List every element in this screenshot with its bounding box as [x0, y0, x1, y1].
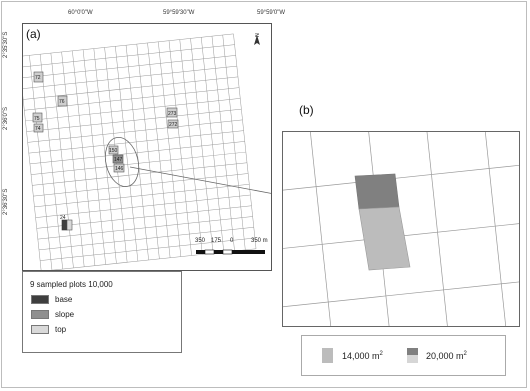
legend-unit-sup: 2 — [379, 351, 383, 357]
grid-line — [414, 132, 460, 326]
legend-label: base — [55, 295, 73, 304]
grid-lines — [23, 34, 256, 270]
panel-label-a: (a) — [26, 27, 41, 41]
left-coord-label: 2°35'30"S — [3, 31, 9, 58]
north-label: N — [252, 33, 259, 37]
legend-swatch — [31, 310, 49, 319]
grid-line — [472, 132, 518, 326]
plot-label: 146 — [115, 166, 124, 172]
sample-grid-map — [23, 24, 271, 270]
plot-label: 24 — [60, 215, 66, 221]
rotated-plot-grid — [23, 34, 256, 270]
scale-bar — [195, 238, 267, 262]
legend-value: 14,000 m — [342, 351, 380, 361]
zoomed-grid-map — [283, 132, 519, 326]
north-arrow — [252, 33, 262, 55]
plot-label: 76 — [59, 99, 65, 105]
legend-swatch — [322, 348, 333, 363]
grid-line — [283, 153, 519, 203]
top-plot-area — [359, 207, 410, 270]
plot-label: 273 — [168, 111, 177, 117]
top-coord-label: 59°59'30"W — [163, 10, 195, 16]
top-coord-label: 60°0'0"W — [68, 10, 93, 16]
map-panel-b — [282, 131, 520, 327]
legend-unit-sup: 2 — [463, 351, 467, 357]
grid-line — [283, 132, 519, 145]
grid-line — [233, 34, 256, 249]
scale-label: 175 — [211, 238, 222, 244]
plot-label: 272 — [169, 122, 178, 128]
scale-label: 350 — [195, 238, 206, 244]
legend-value: 20,000 m — [426, 351, 464, 361]
legend-sampled-plots — [22, 271, 182, 353]
map-panel-a — [22, 23, 272, 271]
left-coord-label: 2°36'0"S — [3, 106, 9, 130]
grid-line — [223, 35, 246, 250]
left-coord-label: 2°36'30"S — [3, 188, 9, 215]
top-coord-label: 59°59'0"W — [257, 10, 286, 16]
grid-line — [23, 45, 235, 68]
legend-label: top — [55, 325, 67, 334]
legend-title: 9 sampled plots 10,000 — [30, 280, 113, 289]
plot-marker-top — [67, 220, 72, 230]
grid-line — [283, 268, 519, 318]
scale-segments — [195, 249, 267, 257]
legend-swatch — [31, 325, 49, 334]
plot-marker-base — [62, 220, 67, 230]
legend-label: slope — [55, 310, 75, 319]
plot-label: 150 — [109, 148, 118, 154]
slope-plot-area — [355, 174, 399, 209]
grid-line — [283, 132, 287, 326]
legend-swatch — [31, 295, 49, 304]
grid-line — [212, 36, 235, 251]
legend-plot-sizes — [301, 335, 506, 376]
legend-swatch — [407, 348, 418, 363]
scale-label: 350 m — [251, 238, 268, 244]
scale-label: 0 — [230, 238, 234, 244]
plot-label: 147 — [114, 157, 123, 163]
legend-label-20000 — [426, 351, 467, 361]
plot-label: 74 — [35, 126, 41, 132]
plot-label: 72 — [35, 75, 41, 81]
panel-label-b: (b) — [299, 103, 314, 117]
grid-line — [299, 132, 345, 326]
plot-label: 75 — [34, 116, 40, 122]
legend-label-14000 — [342, 351, 383, 361]
